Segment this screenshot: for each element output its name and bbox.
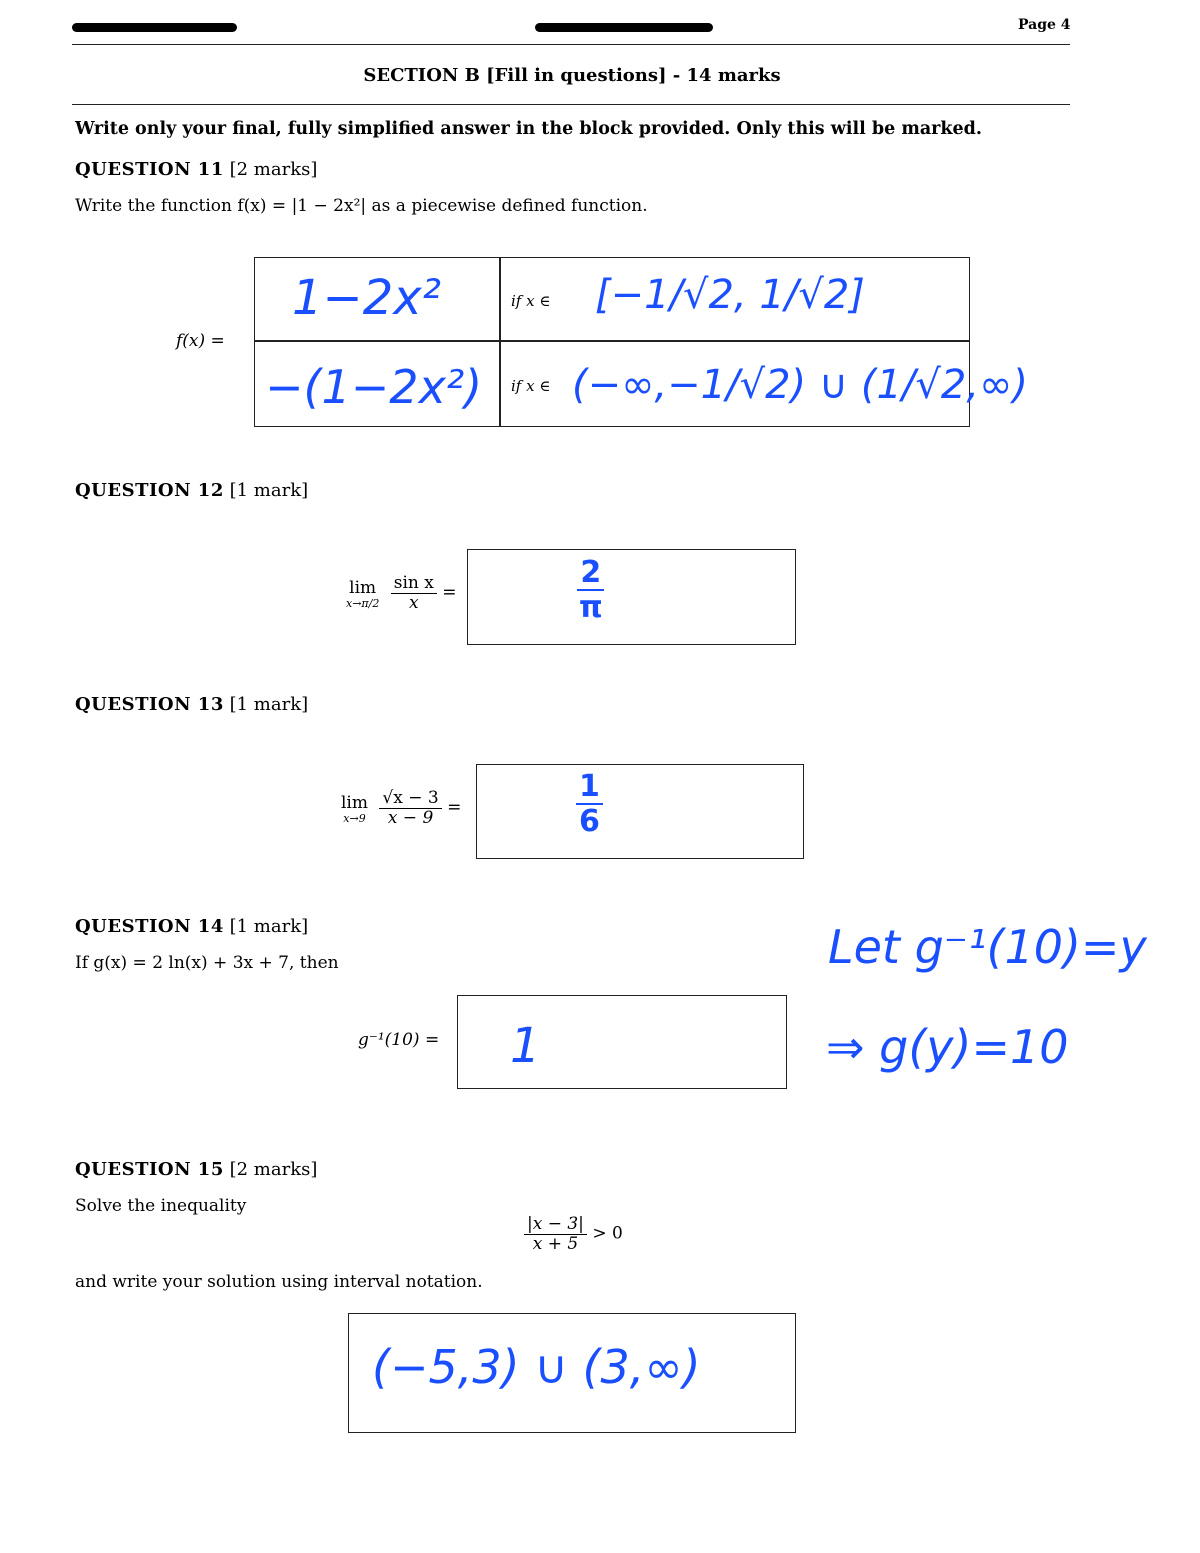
q11-condition-1: if x ∈ [511, 292, 551, 310]
q12-expression: lim x→π/2 $\frac{\text{sin x}}{x}$ = [346, 573, 457, 613]
q11-lhs: f(x) = [176, 331, 225, 351]
q14-note-line2: ⇒ g(y)=10 [826, 1020, 1069, 1074]
q12-fraction: $\frac{\text{sin x}}{x}$ [391, 574, 437, 612]
q15-prompt: Solve the inequality [75, 1196, 247, 1216]
q11-prompt: Write the function f(x) = |1 − 2x²| as a piecewise defined function. [75, 196, 648, 216]
q12-answer-box[interactable] [467, 549, 796, 645]
q11-condition-2: if x ∈ [511, 377, 551, 395]
q12-marks: [1 mark] [229, 480, 309, 501]
q15-answer: (−5,3) ∪ (3,∞) [372, 1340, 701, 1394]
q12-answer: $\frac{2}{\pi}$ [579, 555, 603, 625]
q13-number: QUESTION 13 [75, 694, 224, 715]
q12-number: QUESTION 12 [75, 480, 224, 501]
section-rule [72, 104, 1070, 105]
header-rule [72, 44, 1070, 45]
q14-lhs: g⁻¹(10) = [358, 1030, 440, 1050]
page-number: Page 4 [1018, 17, 1071, 33]
q15-fraction: $\frac{|x - 3|}{x + 5}$ [524, 1215, 587, 1253]
q15-prompt2: and write your solution using interval notation. [75, 1272, 483, 1292]
q11-marks: [2 marks] [229, 159, 318, 180]
q13-marks: [1 mark] [229, 694, 309, 715]
q14-note-line1: Let g⁻¹(10)=y [828, 920, 1147, 974]
q14-prompt: If g(x) = 2 ln(x) + 3x + 7, then [75, 953, 339, 973]
q13-answer-box[interactable] [476, 764, 804, 859]
redacted-author [72, 23, 237, 32]
q11-piece1-expr: 1−2x² [292, 270, 441, 326]
redacted-course [535, 23, 713, 32]
q15-heading [75, 1159, 317, 1180]
q11-number: QUESTION 11 [75, 159, 224, 180]
q13-expression: lim x→9 $\frac{√x - 3}{x - 9}$ = [341, 788, 462, 828]
q11-heading [75, 159, 317, 180]
instructions: Write only your final, fully simplified answer in the block provided. Only this will be marked. [75, 119, 982, 139]
q14-marks: [1 mark] [229, 916, 309, 937]
q12-heading [75, 480, 308, 501]
q13-fraction: $\frac{√x - 3}{x - 9}$ [379, 789, 441, 827]
q11-table-divider [499, 257, 501, 427]
q15-number: QUESTION 15 [75, 1159, 224, 1180]
q14-answer-box[interactable] [457, 995, 787, 1089]
q14-number: QUESTION 14 [75, 916, 224, 937]
q15-inequality: $\frac{|x - 3|}{x + 5}$ > 0 [524, 1215, 623, 1253]
q15-marks: [2 marks] [229, 1159, 318, 1180]
q13-limit: lim x→9 [341, 792, 368, 825]
q14-heading [75, 916, 308, 937]
q13-answer: $\frac{1}{6}$ [576, 770, 603, 838]
q12-limit: lim x→π/2 [346, 577, 380, 610]
q11-piece2-interval: (−∞,−1/√2) ∪ (1/√2,∞) [572, 362, 1028, 408]
q11-table-midline [254, 340, 970, 342]
q11-piece2-expr: −(1−2x²) [265, 360, 483, 414]
q11-piece1-interval: [−1/√2, 1/√2] [595, 272, 865, 318]
section-title: SECTION B [Fill in questions] - 14 marks [363, 65, 781, 86]
q14-answer: 1 [510, 1018, 541, 1074]
q13-heading [75, 694, 308, 715]
